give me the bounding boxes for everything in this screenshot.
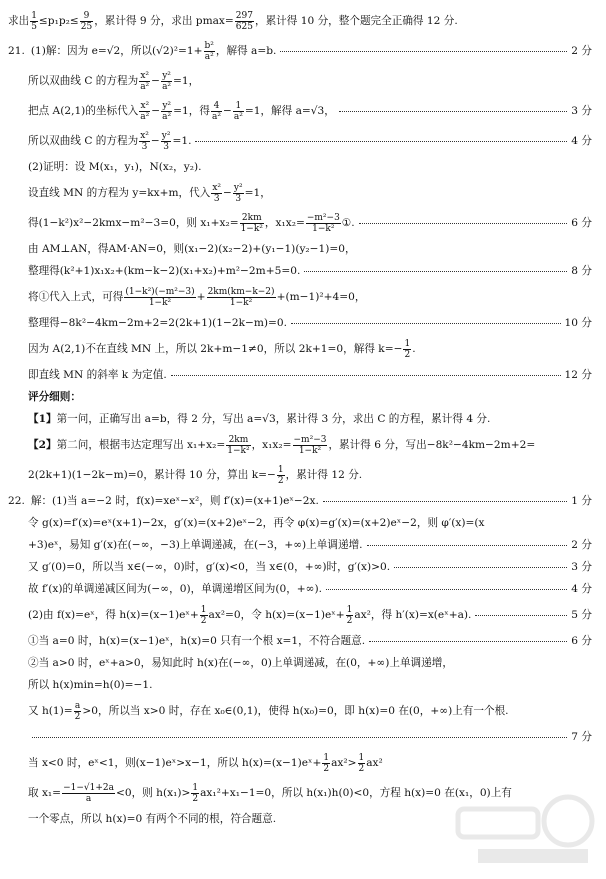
numerator: y² [162,100,172,111]
dot-leader [323,501,567,502]
text-line [8,490,592,512]
text-line [8,334,592,364]
text-line [8,696,592,726]
fraction [62,783,115,804]
denominator: a² [162,81,172,92]
fraction [161,101,172,122]
numerator: 1 [233,101,244,112]
denominator: 3 [235,193,242,204]
denominator: 1−k² [298,445,322,456]
text-segment: − [150,135,160,147]
text-segment: 将①代入上式，可得 [28,291,124,303]
fraction [161,131,172,152]
fraction [233,101,244,122]
dot-leader [369,641,567,642]
denominator: 2 [74,711,81,722]
score-label: 1 分 [571,495,592,507]
numerator: 4 [211,101,222,112]
dot-leader [339,111,567,112]
numerator: 1 [192,782,199,793]
score-label: 6 分 [571,635,592,647]
text-line [8,630,592,652]
numerator: a [74,700,81,711]
denominator: 2 [404,349,411,360]
fraction [207,287,276,308]
fraction [240,213,264,234]
numerator: 1 [277,464,284,475]
fraction [306,213,341,234]
text-line [8,386,592,408]
text-segment: 设直线 MN 的方程为 y=kx+m，代入 [28,187,211,199]
numerator: b² [204,40,214,51]
denominator: a² [211,111,221,122]
text-segment: 第一问，正确写出 a=b，得 2 分，写出 a=√3，累计得 3 分，求出 C 的方程，累计得 4 分. [56,413,491,425]
text-segment: ax²> [331,757,357,769]
fraction [30,11,38,32]
numerator: y² [162,70,171,81]
text-segment: + [196,291,206,303]
text-segment: (2)由 f(x)=eˣ，得 h(x)=(x−1)eˣ+ [28,609,199,621]
numerator: 2km(km−k−2) [207,286,275,297]
text-segment: − [222,105,232,117]
text-segment: max [202,15,225,27]
dot-leader [171,375,561,376]
score-label: 3 分 [571,105,592,117]
text-segment: ①当 a=0 时，h(x)=(x−1)eˣ，h(x)=0 只有一个根 x=1，不符合题意. [28,635,366,647]
score-label: 5 分 [571,609,592,621]
denominator: 1−k² [227,445,250,456]
numerator: x² [140,130,149,141]
denominator: 1−k² [148,297,172,308]
denominator: a² [233,111,243,122]
text-segment: = [224,15,234,27]
dot-leader [359,223,568,224]
text-segment: ≤p₁p₂≤ [38,15,79,27]
text-segment: ax²，得 h′(x)=x(eˣ+a). [354,609,472,621]
fraction [139,101,150,122]
text-segment: ，解得 a=b. [215,45,277,57]
text-segment: 整理得−8k²−4km−2m+2=2(2k+1)(1−2k−m)=0. [28,317,288,329]
text-segment: 故 f′(x)的单调递减区间为(−∞，0)，单调递增区间为(0，+∞). [28,583,322,595]
text-line [8,208,592,238]
fraction [139,131,150,152]
numerator: 2km [226,435,250,446]
denominator: 1−k² [312,223,335,234]
dot-leader [475,615,567,616]
denominator: 3 [141,141,148,152]
numerator: (1−k²)(−m²−3) [125,286,195,297]
fraction [346,605,354,626]
fraction [80,11,93,32]
denominator: 2 [346,615,353,626]
dot-leader [291,323,561,324]
text-line [8,556,592,578]
text-line [8,260,592,282]
text-segment: ，累计得 9 分，求出 p [94,15,203,27]
numerator: 1 [358,752,365,763]
numerator: x² [140,70,150,81]
fraction [161,71,172,92]
text-segment: ，x₁x₂= [264,217,305,229]
score-label: 4 分 [571,583,592,595]
text-segment: 所以 h(x)min=h(0)=−1. [28,679,153,691]
denominator: a² [162,111,172,122]
text-segment: 所以双曲线 C 的方程为 [28,75,139,87]
fraction [211,183,222,204]
text-segment: (1)解：因为 e=√2，所以(√2)²=1+ [30,45,203,57]
fraction [235,11,254,32]
text-segment: 一个零点，所以 h(x)=0 有两个不同的根，符合题意. [28,813,277,825]
fraction [204,41,215,62]
text-segment: ②当 a>0 时，eˣ+a>0，易知此时 h(x)在(−∞，0)上单调递减，在(0，+∞)上单调递增， [28,657,453,669]
text-line [8,282,592,312]
dot-leader [32,737,567,738]
text-line [8,600,592,630]
text-segment: 评分细则： [28,391,81,403]
text-line [8,808,592,830]
text-line [8,578,592,600]
numerator: 1 [200,604,207,615]
fraction [293,435,328,456]
fraction [322,753,330,774]
text-line [8,726,592,748]
text-line [8,652,592,674]
denominator: 25 [80,21,93,32]
text-line [8,312,592,334]
denominator: 2 [200,615,207,626]
fraction [139,71,150,92]
question-number: 21. [8,45,25,57]
text-segment: 取 x₁= [28,787,62,799]
fraction [233,183,244,204]
numerator: y² [233,182,243,193]
numerator: −1−√1+2a [63,782,114,793]
score-label: 4 分 [571,135,592,147]
fraction [226,435,250,456]
fraction [200,605,208,626]
text-line [8,6,592,36]
denominator: 3 [213,193,220,204]
numerator: 1 [323,752,330,763]
dot-leader [367,545,568,546]
text-line [8,66,592,96]
text-segment: ，累计得 12 分. [285,469,363,481]
text-segment: 求出 [8,15,30,27]
text-line [8,430,592,460]
text-line [8,674,592,696]
text-segment: . [412,343,416,355]
text-segment: ax₁²+x₁−1=0，所以 h(x₁)h(0)<0，方程 h(x)=0 在(x₁，0)上有 [200,787,512,799]
text-segment: ①. [341,217,355,229]
text-line [8,364,592,386]
text-segment: 令 g(x)=f′(x)=eˣ(x+1)−2x，g′(x)=(x+2)eˣ−2，再令 φ(x)=g′(x)=(x+2)eˣ−2，则 φ′(x)=(x [28,517,485,529]
dot-leader [195,141,567,142]
text-segment: 即直线 MN 的斜率 k 为定值. [28,369,167,381]
score-label: 7 分 [571,731,592,743]
text-line [8,748,592,778]
text-line [8,178,592,208]
numerator: 2km [240,213,264,224]
denominator: 2 [192,793,199,804]
dot-leader [280,51,567,52]
fraction [74,701,82,722]
text-segment: =1，得 [173,105,210,117]
fraction [358,753,366,774]
denominator: 5 [31,21,37,32]
text-line [8,126,592,156]
text-line [8,460,592,490]
fraction [124,287,195,308]
numerator: x² [212,182,222,193]
numerator: 9 [80,11,93,22]
fraction [191,783,199,804]
text-segment: =1. [172,135,192,147]
numerator: 297 [235,10,253,21]
numerator: −m²−3 [293,434,327,445]
text-segment: 2(2k+1)(1−2k−m)=0，累计得 10 分，算出 k=− [28,469,276,481]
denominator: a² [204,51,214,62]
text-segment: 第二问，根据韦达定理写出 x₁+x₂= [56,439,226,451]
text-line [8,36,592,66]
score-label: 6 分 [571,217,592,229]
score-label: 3 分 [571,561,592,573]
text-segment: 又 g′(0)=0，所以当 x∈(−∞，0)时，g′(x)<0，当 x∈(0，+∞)时，g′(x)>0. [28,561,391,573]
denominator: 3 [163,141,169,152]
text-segment: 解：(1)当 a=−2 时，f(x)=xeˣ−x²，则 f′(x)=(x+1)eˣ−2x. [30,495,319,507]
denominator: 2 [323,763,330,774]
question-number: 22. [8,495,25,507]
score-label: 2 分 [571,45,592,57]
text-segment: >0，所以当 x>0 时，存在 x₀∈(0,1)，使得 h(x₀)=0，即 h(x)=0 在(0，+∞)上有一个根. [82,705,509,717]
numerator: 1 [31,10,37,21]
numerator: y² [161,130,171,141]
text-line [8,238,592,260]
text-segment: +(m−1)²+4=0， [276,291,366,303]
denominator: 2 [358,763,365,774]
text-line [8,534,592,556]
numerator: 1 [404,338,411,349]
score-label: 10 分 [564,317,592,329]
text-segment: 当 x<0 时，eˣ<1，则(x−1)eˣ>x−1，所以 h(x)=(x−1)eˣ+ [28,757,322,769]
text-segment: 又 h(1)= [28,705,73,717]
text-segment: =1， [244,187,271,199]
score-label: 8 分 [571,265,592,277]
text-line [8,96,592,126]
score-label: 12 分 [564,369,592,381]
text-segment: − [151,75,161,87]
text-segment: 【2】 [28,439,57,451]
denominator: 2 [277,475,284,486]
numerator: −m²−3 [306,212,340,223]
denominator: 1−k² [240,223,263,234]
dot-leader [326,589,567,590]
text-segment: 所以双曲线 C 的方程为 [28,135,139,147]
text-line [8,408,592,430]
text-segment: − [223,187,232,199]
text-segment: 得(1−k²)x²−2kmx−m²−3=0，则 x₁+x₂= [28,217,239,229]
numerator: 1 [346,604,353,615]
score-label: 2 分 [571,539,592,551]
text-line [8,778,592,808]
text-line [8,512,592,534]
dot-leader [394,567,567,568]
text-line [8,156,592,178]
denominator: a² [140,111,150,122]
text-segment: 因为 A(2,1)不在直线 MN 上，所以 2k+m−1≠0，所以 2k+1=0，解得 k=− [28,343,403,355]
dot-leader [304,271,567,272]
text-segment: <0，则 h(x₁)> [115,787,191,799]
text-segment: 把点 A(2,1)的坐标代入 [28,105,139,117]
text-segment: =1，解得 a=√3， [244,105,335,117]
denominator: a [85,793,92,804]
text-segment: 【1】 [28,413,57,425]
text-segment: ，累计得 6 分，写出−8k²−4km−2m+2= [328,439,536,451]
denominator: 625 [235,21,253,32]
fraction [403,339,411,360]
text-segment: 整理得(k²+1)x₁x₂+(km−k−2)(x₁+x₂)+m²−2m+5=0. [28,265,301,277]
text-segment: − [151,105,161,117]
text-segment: (2)证明：设 M(x₁，y₁)，N(x₂，y₂). [28,161,202,173]
numerator: x² [140,100,150,111]
fraction [277,465,285,486]
denominator: a² [140,81,150,92]
denominator: 1−k² [229,297,253,308]
text-segment: 由 AM⊥AN，得AM·AN=0，则(x₁−2)(x₂−2)+(y₁−1)(y₂−1)=0， [28,243,356,255]
text-segment: ax²=0，令 h(x)=(x−1)eˣ+ [208,609,345,621]
text-segment: =1， [173,75,200,87]
text-segment: ，x₁x₂= [251,439,292,451]
text-segment: ，累计得 10 分，整个题完全正确得 12 分. [254,15,458,27]
text-segment: ax² [366,757,383,769]
fraction [211,101,222,122]
text-segment: +3)eˣ，易知 g′(x)在(−∞，−3)上单调递减，在(−3，+∞)上单调递增. [28,539,363,551]
